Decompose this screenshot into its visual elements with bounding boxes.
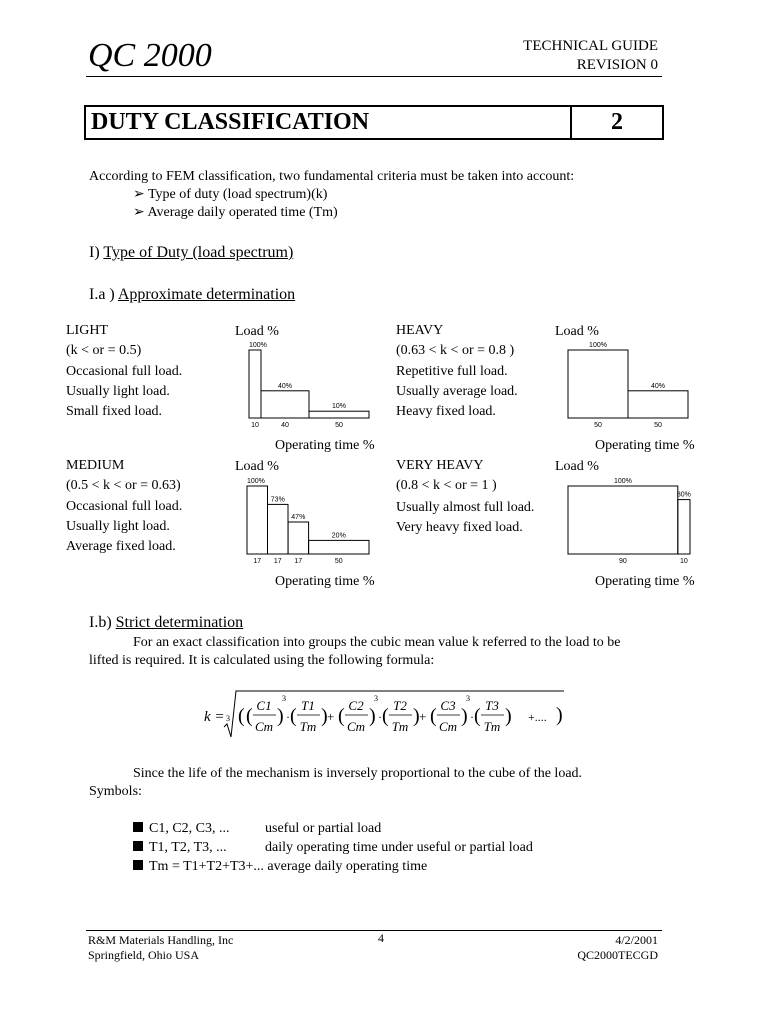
header-info xyxy=(523,37,658,75)
chart-ylabel: Load % xyxy=(235,459,279,474)
chart-time-label: 50 xyxy=(334,558,343,565)
chart-time-label: 17 xyxy=(253,558,262,565)
category-line: Very heavy fixed load. xyxy=(396,519,523,535)
chart-ylabel: Load % xyxy=(555,324,599,339)
symbol-item xyxy=(133,858,427,876)
category-range: (k < or = 0.5) xyxy=(66,343,142,359)
category-name: MEDIUM xyxy=(66,458,125,473)
chart-load-label: 80% xyxy=(676,491,691,499)
intro-bullet: ➢ Average daily operated time (Tm) xyxy=(133,205,338,220)
symbol-desc: useful or partial load xyxy=(265,821,382,836)
chart-load-label: 100% xyxy=(247,478,265,485)
fraction-denominator: Cm xyxy=(254,719,274,734)
footer-code: QC2000TECGD xyxy=(577,948,658,962)
chart-bar xyxy=(288,522,309,554)
exponent: 3 xyxy=(466,694,470,703)
intro-bullet-text: Type of duty (load spectrum)(k) xyxy=(147,187,328,202)
chart-bar xyxy=(568,350,628,418)
chart-load-label: 47% xyxy=(291,514,306,521)
chart-time-label: 50 xyxy=(594,422,602,429)
bullet-square xyxy=(133,822,143,832)
chart-time-label: 90 xyxy=(619,558,627,565)
category-line: Usually almost full load. xyxy=(396,499,535,515)
chart-bar xyxy=(261,391,309,418)
dot-operator: · xyxy=(286,710,290,724)
fraction-denominator: Tm xyxy=(391,719,409,734)
category-line: Occasional full load. xyxy=(66,363,183,379)
footer-company: R&M Materials Handling, Inc xyxy=(88,933,234,947)
symbol-desc: daily operating time under useful or partial load xyxy=(265,840,533,855)
heading-text: Strict determination xyxy=(115,614,244,631)
plus-operator: + xyxy=(327,709,335,724)
symbol-item xyxy=(133,839,533,857)
heading-strict xyxy=(89,613,243,633)
intro-bullet-text: Average daily operated time (Tm) xyxy=(147,205,338,220)
footer-rule xyxy=(86,930,662,931)
chart-load-label: 100% xyxy=(613,478,632,485)
chart-load-label: 73% xyxy=(270,496,285,504)
symbol-term: C1, C2, C3, ... xyxy=(149,821,230,836)
category-light xyxy=(66,321,182,422)
heading-type-of-duty xyxy=(89,243,293,263)
bullet-square xyxy=(133,860,143,870)
strict-line-1: For an exact classification into groups the cubic mean value k referred to the load to be xyxy=(133,635,621,650)
formula-root-index: 3 xyxy=(226,714,230,723)
right-paren: ) xyxy=(277,705,284,727)
chart-load-label: 20% xyxy=(331,532,346,540)
chart-load-label: 40% xyxy=(277,382,293,390)
chart-heavy xyxy=(556,340,706,432)
chart-medium xyxy=(235,476,385,568)
chart-load-label: 100% xyxy=(249,342,267,349)
symbol-term: T1, T2, T3, ... xyxy=(149,840,227,855)
formula-tail: +.... xyxy=(528,710,547,724)
category-line: Repetitive full load. xyxy=(396,363,508,379)
right-paren: ) xyxy=(505,705,512,727)
heading-text: Approximate determination xyxy=(117,286,296,303)
symbol-item xyxy=(133,820,382,838)
fraction-denominator: Cm xyxy=(346,719,366,734)
category-range: (0.63 < k < or = 0.8 ) xyxy=(396,343,515,359)
category-name: VERY HEAVY xyxy=(396,458,484,473)
category-line: Heavy fixed load. xyxy=(396,404,496,420)
category-heavy xyxy=(396,321,536,422)
fraction-numerator: T3 xyxy=(485,698,499,713)
chart-bar xyxy=(568,486,678,554)
category-range: (0.8 < k < or = 1 ) xyxy=(396,478,497,494)
strict-line-2: lifted is required. It is calculated using the following formula: xyxy=(89,653,435,668)
chart-load-label: 100% xyxy=(589,342,607,349)
chart-xlabel: Operating time % xyxy=(595,574,695,589)
intro-bullet: ➢ Type of duty (load spectrum)(k) xyxy=(133,187,328,202)
chart-load-label: 10% xyxy=(331,403,347,411)
page-number: 4 xyxy=(378,931,384,945)
since-line-2: Symbols: xyxy=(89,784,142,799)
exponent: 3 xyxy=(374,694,378,703)
chart-ylabel: Load % xyxy=(235,324,279,339)
chart-time-label: 17 xyxy=(294,558,303,565)
chart-time-label: 10 xyxy=(680,558,688,565)
right-paren: ) xyxy=(321,705,328,727)
fraction-numerator: T2 xyxy=(393,698,407,713)
chart-light xyxy=(235,340,385,432)
chart-bar xyxy=(249,350,261,418)
section-title-box xyxy=(84,105,664,140)
chart-xlabel: Operating time % xyxy=(275,574,375,589)
category-line: Average fixed load. xyxy=(66,539,176,555)
fraction-numerator: C1 xyxy=(256,698,272,713)
plus-operator: + xyxy=(419,709,427,724)
category-range: (0.5 < k < or = 0.63) xyxy=(66,478,181,494)
chart-time-label: 50 xyxy=(335,422,343,429)
fraction-numerator: T1 xyxy=(301,698,315,713)
category-line: Usually average load. xyxy=(396,383,518,399)
outer-right-paren: ) xyxy=(556,704,563,726)
chart-bar xyxy=(309,411,369,418)
footer-date: 4/2/2001 xyxy=(615,933,658,947)
intro-text: According to FEM classification, two fundamental criteria must be taken into account: xyxy=(89,169,575,184)
category-very-heavy xyxy=(396,456,536,538)
category-line: Usually light load. xyxy=(66,518,170,534)
chart-very-heavy xyxy=(556,476,706,568)
fraction-denominator: Cm xyxy=(438,719,458,734)
chart-time-label: 40 xyxy=(281,422,289,429)
fraction-denominator: Tm xyxy=(483,719,501,734)
chart-bar xyxy=(309,540,369,554)
chart-load-label: 40% xyxy=(650,382,666,390)
left-paren: ( xyxy=(338,705,345,727)
category-medium xyxy=(66,456,182,557)
dot-operator: · xyxy=(470,710,474,724)
fraction-denominator: Tm xyxy=(299,719,317,734)
category-line: Occasional full load. xyxy=(66,498,183,514)
left-paren: ( xyxy=(290,705,297,727)
formula-lhs: k = xyxy=(204,709,225,725)
left-paren: ( xyxy=(246,705,253,727)
revision: REVISION 0 xyxy=(576,57,658,73)
chart-ylabel: Load % xyxy=(555,459,599,474)
header-rule xyxy=(86,76,662,77)
right-paren: ) xyxy=(369,705,376,727)
chart-bar xyxy=(268,504,289,554)
heading-prefix: I) xyxy=(89,244,104,261)
heading-text: Type of Duty (load spectrum) xyxy=(103,244,294,261)
chart-xlabel: Operating time % xyxy=(595,438,695,453)
chart-time-label: 10 xyxy=(251,422,259,429)
fraction-numerator: C3 xyxy=(440,698,456,713)
chart-time-label: 17 xyxy=(273,558,282,565)
since-line-1: Since the life of the mechanism is inversely proportional to the cube of the load. xyxy=(133,766,583,781)
heading-prefix: I.b) xyxy=(89,614,116,631)
footer-city: Springfield, Ohio USA xyxy=(88,948,199,962)
left-paren: ( xyxy=(382,705,389,727)
left-paren: ( xyxy=(430,705,437,727)
formula xyxy=(198,685,570,745)
chart-bar xyxy=(678,500,690,554)
heading-approximate xyxy=(89,285,295,305)
exponent: 3 xyxy=(282,694,286,703)
category-line: Small fixed load. xyxy=(66,404,163,420)
chart-xlabel: Operating time % xyxy=(275,438,375,453)
section-number: 2 xyxy=(611,109,623,135)
right-paren: ) xyxy=(413,705,420,727)
symbol-term: Tm = T1+T2+T3+... average daily operating time xyxy=(149,859,428,874)
outer-left-paren: ( xyxy=(238,705,245,727)
brand-title: QC 2000 xyxy=(88,37,212,74)
chart-bar xyxy=(247,486,268,554)
category-name: LIGHT xyxy=(66,323,108,338)
right-paren: ) xyxy=(461,705,468,727)
fraction-numerator: C2 xyxy=(348,698,364,713)
category-line: Usually light load. xyxy=(66,383,170,399)
doc-type: TECHNICAL GUIDE xyxy=(523,38,658,54)
dot-operator: · xyxy=(378,710,382,724)
left-paren: ( xyxy=(474,705,481,727)
category-name: HEAVY xyxy=(396,323,444,338)
chart-time-label: 50 xyxy=(654,422,662,429)
bullet-square xyxy=(133,841,143,851)
section-title: DUTY CLASSIFICATION xyxy=(91,109,370,135)
formula-terms xyxy=(238,694,512,734)
heading-prefix: I.a ) xyxy=(89,286,118,303)
chart-bar xyxy=(628,391,688,418)
